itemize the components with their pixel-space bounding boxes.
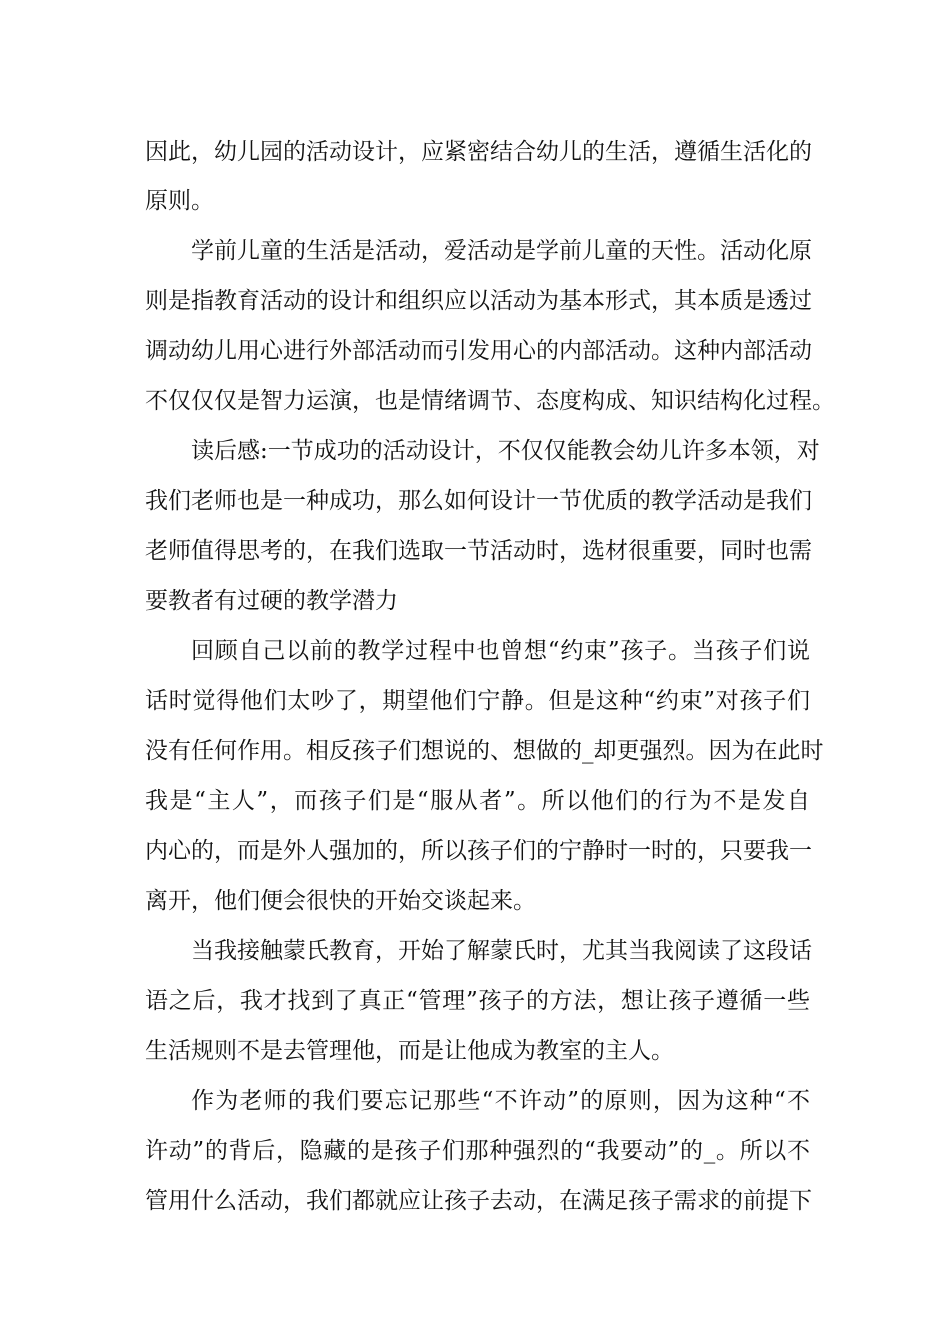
text-line: 管用什么活动，我们都就应让孩子去动，在满足孩子需求的前提下 <box>145 1188 812 1214</box>
text-line: 原则。 <box>145 188 214 214</box>
text-line: 学前儿童的生活是活动，爱活动是学前儿童的天性。活动化原 <box>191 238 812 264</box>
text-line: 没有任何作用。相反孩子们想说的、想做的_却更强烈。因为在此时 <box>145 738 824 764</box>
text-line: 作为老师的我们要忘记那些“不许动”的原则，因为这种“不 <box>191 1088 810 1114</box>
text-line: 语之后，我才找到了真正“管理”孩子的方法，想让孩子遵循一些 <box>145 988 810 1014</box>
text-line: 生活规则不是去管理他，而是让他成为教室的主人。 <box>145 1038 674 1064</box>
text-line: 离开，他们便会很快的开始交谈起来。 <box>145 888 536 914</box>
text-line: 不仅仅仅是智力运演，也是情绪调节、态度构成、知识结构化过程。 <box>145 388 835 414</box>
text-line: 因此，幼儿园的活动设计，应紧密结合幼儿的生活，遵循生活化的 <box>145 139 812 165</box>
text-line: 老师值得思考的，在我们选取一节活动时，选材很重要，同时也需 <box>145 538 812 564</box>
text-line: 话时觉得他们太吵了，期望他们宁静。但是这种“约束”对孩子们 <box>145 688 810 714</box>
text-line: 我们老师也是一种成功，那么如何设计一节优质的教学活动是我们 <box>145 488 812 514</box>
text-line: 我是“主人”，而孩子们是“服从者”。所以他们的行为不是发自 <box>145 788 810 814</box>
text-line: 内心的，而是外人强加的，所以孩子们的宁静时一时的，只要我一 <box>145 838 812 864</box>
text-line: 要教者有过硬的教学潜力 <box>145 588 398 614</box>
text-line: 当我接触蒙氏教育，开始了解蒙氏时，尤其当我阅读了这段话 <box>191 938 812 964</box>
text-line: 许动”的背后，隐藏的是孩子们那种强烈的“我要动”的_。所以不 <box>145 1138 810 1164</box>
text-line: 读后感:一节成功的活动设计，不仅仅能教会幼儿许多本领，对 <box>191 438 820 464</box>
text-line: 回顾自己以前的教学过程中也曾想“约束”孩子。当孩子们说 <box>191 638 810 664</box>
text-line: 调动幼儿用心进行外部活动而引发用心的内部活动。这种内部活动 <box>145 338 812 364</box>
text-line: 则是指教育活动的设计和组织应以活动为基本形式，其本质是透过 <box>145 288 812 314</box>
